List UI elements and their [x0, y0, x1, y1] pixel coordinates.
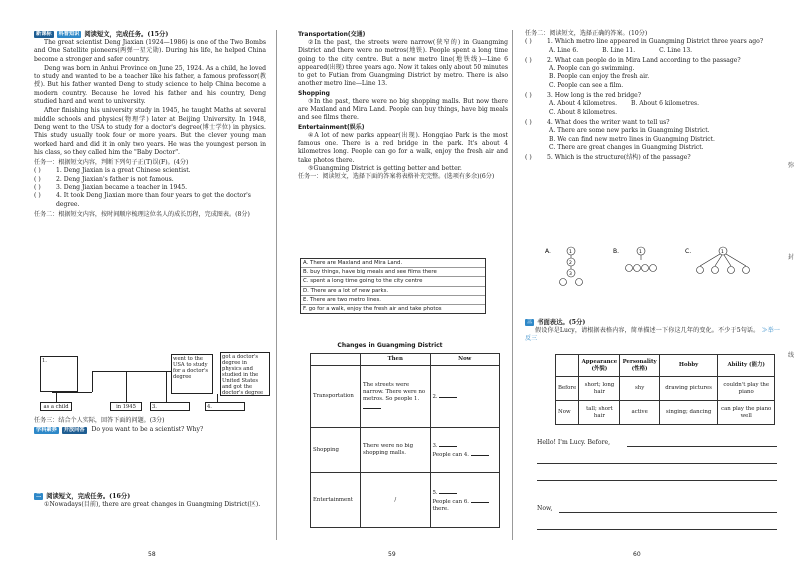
mc-option-2a[interactable]: A. People can go swimming.	[549, 65, 635, 73]
table-caption: Changes in Guangming District	[337, 342, 443, 349]
row-shopping: Shopping	[311, 428, 361, 473]
page-number: 60	[633, 551, 641, 558]
para-ending: ⑤Guangming District is getting better and better.	[308, 164, 462, 172]
task3-question: 学科素养 开放问答 Do you want to be a scientist? Why?	[36, 426, 204, 434]
para-transportation: ②In the past, the streets were narrow(狭窄的) in Guangming District and there were no metros(地铁). People spent a long time going to the city centre. But a new metro line(地铁线)—Line 6 appeared(出现) three years ago. Now it takes only about 50 minutes to get to Futian from Guangming District by metro. There is also another metro line—Line 13.	[298, 39, 508, 88]
structure-option-c[interactable]	[685, 247, 750, 274]
timeline-label-child: as a child	[40, 402, 72, 411]
svg-text:2: 2	[569, 261, 572, 266]
cell-shopping-then: There were no big shopping malls.	[360, 428, 430, 473]
timeline-box-2: went to the USA to study for a doctor's degree	[171, 354, 213, 394]
writing-line-4[interactable]	[559, 505, 777, 513]
task2-title: 任务二：根据短文内容，按时间顺序梳理这位名人的成长历程，完成图表。(8分)	[34, 210, 250, 218]
cell-transport-now: 2.	[430, 366, 500, 428]
page-59	[280, 0, 510, 566]
mc-option-3c[interactable]: C. About 8 kilometres.	[549, 108, 618, 116]
mc-question-5[interactable]: ( ) 5. Which is the structure(结构) of the passage?	[525, 154, 691, 162]
structure-label-b: B.	[613, 248, 620, 255]
section-three-badge: 三	[527, 319, 533, 325]
literacy-badge: 学科素养	[36, 427, 57, 434]
mc-option-2b[interactable]: B. People can enjoy the fresh air.	[549, 73, 650, 81]
row-transportation: Transportation	[311, 366, 361, 428]
row-now: Now	[556, 401, 579, 425]
seal-line-char-2: 封	[787, 254, 794, 261]
structure-option-b[interactable]	[613, 247, 657, 272]
heading-entertainment: Entertainment(娱乐)	[298, 123, 365, 131]
mc-option-4b[interactable]: B. We can find new metro lines in Guangming District.	[549, 135, 715, 143]
timeline-label-1945: in 1945	[110, 402, 142, 411]
blank-2[interactable]	[439, 392, 457, 398]
col-then: Then	[360, 354, 430, 366]
cell-transport-then: The streets were narrow. There were no metros. So people 1.	[360, 366, 430, 428]
writing-line-1[interactable]	[627, 439, 777, 447]
heading-shopping: Shopping	[298, 89, 330, 97]
writing-start-1: Hello! I'm Lucy. Before,	[537, 439, 611, 446]
col-appearance: Appearance (外貌)	[579, 355, 620, 377]
mc-option-4c[interactable]: C. There are great changes in Guangming District.	[549, 143, 704, 151]
new-curriculum-badge: 新课标	[36, 31, 52, 37]
open-question-badge: 开放问答	[63, 427, 85, 434]
lucy-change-table: Appearance (外貌) Personality (性格) Hobby Ability (能力) Before short; long hair shy drawing pictures couldn't play the piano Now tall; short hair active singing; dancing can play the piano well	[555, 354, 775, 425]
para-entertainment: ④A lot of new parks appear(出现). Hongqiao Park is the most famous one. There is a red bridge in the park. It's about 4 kilometres long. People can go for a walk, enjoy the fresh air and take photos there.	[298, 131, 508, 164]
tf-question-3[interactable]: ( ) 3. Deng Jiaxian became a teacher in 1945.	[34, 184, 188, 192]
timeline-label-4[interactable]: 4.	[205, 402, 245, 411]
section-header	[34, 30, 266, 39]
blank-3[interactable]	[439, 441, 457, 447]
mc-option-2c[interactable]: C. People can see a film.	[549, 81, 624, 89]
cell-ent-now: 5. People can 6. there.	[430, 473, 500, 528]
para-shopping: ③In the past, there were no big shopping malls. But now there are Maxland and Mira Land. People can buy things, have big meals and see films there.	[298, 97, 508, 122]
section-title: 阅读短文，完成任务。(15分)	[84, 31, 169, 38]
writing-prompt: 假设你是Lucy，请根据表格内容，简单描述一下你这几年的变化。不少于5句话。 ≫举一反三	[525, 327, 780, 343]
timeline-label-3[interactable]: 3.	[150, 402, 190, 411]
page-number: 59	[388, 551, 396, 558]
reading-section-two	[34, 492, 266, 509]
option-c: C. spent a long time going to the city centre	[301, 277, 485, 286]
section-two-header: 二 阅读短文，完成任务。(16分)	[36, 493, 131, 500]
passage-guangming	[298, 30, 508, 181]
blank-1[interactable]	[363, 403, 381, 409]
svg-text:1: 1	[639, 250, 642, 255]
svg-text:1: 1	[569, 250, 572, 255]
writing-section	[525, 318, 780, 344]
heading-transportation: Transportation(交通)	[298, 31, 366, 38]
section-two-para-1: ①Nowadays(目前), there are great changes in Guangming District(区).	[44, 501, 261, 508]
option-a: A. There are Maxland and Mira Land.	[301, 259, 485, 268]
reading-section-one	[34, 30, 266, 219]
changes-table	[310, 353, 500, 528]
blank-4[interactable]	[471, 450, 489, 456]
table-task-title: 任务一：阅读短文，选择下面的答案将表格补充完整。(选项有多余)(6分)	[298, 173, 495, 181]
science-tag-badge: 科普知识	[58, 31, 80, 37]
mc-question-2[interactable]: ( ) 2. What can people do in Mira Land according to the passage?	[525, 56, 741, 64]
structure-diagrams	[545, 244, 755, 286]
writing-line-2[interactable]	[537, 456, 777, 464]
mc-question-3[interactable]: ( ) 3. How long is the red bridge?	[525, 92, 641, 100]
task1-title: 任务一：根据短文内容，判断下列句子正(T)误(F)。(4分)	[34, 159, 189, 167]
tf-question-4[interactable]: ( ) 4. It took Deng Jiaxian more than four years to get the doctor's degree.	[34, 192, 251, 208]
timeline-box-1[interactable]: 1.	[40, 356, 78, 392]
blank-6[interactable]	[471, 497, 489, 503]
options-box	[300, 258, 486, 314]
mc-options-3a: A. About 4 kilometres. B. About 6 kilometres.	[549, 100, 700, 108]
col-now: Now	[430, 354, 500, 366]
structure-label-c: C.	[685, 248, 692, 255]
task3-title: 任务三：结合个人实际，回答下面的问题。(3分)	[34, 417, 165, 424]
page-58	[0, 0, 272, 566]
structure-option-a[interactable]	[545, 247, 583, 286]
structure-label-a: A.	[545, 248, 551, 255]
paragraph-3: After finishing his university study in 1945, he taught Maths at several middle schools and physics(物理学) later at Beijing University. In 1948, Deng went to the USA to study for a doctor's degree(博士学位) in physics. This study usually took four or more years. But the clever young man worked hard and did it in only two years. He was the youngest person in his class, so they called him the "Baby Doctor".	[34, 107, 266, 156]
tf-question-1[interactable]: ( ) 1. Deng Jiaxian is a great Chinese scientist.	[34, 167, 191, 175]
option-f: F. go for a walk, enjoy the fresh air and take photos	[303, 306, 442, 313]
mc-task-title: 任务二：阅读短文，选择正确的答案。(10分)	[525, 30, 648, 37]
extension-link[interactable]: ≫举一反三	[525, 327, 780, 343]
option-b: B. buy things, have big meals and see films there	[301, 268, 485, 277]
paragraph-2: Deng was born in Anhui Province on June 25, 1924. As a child, he loved to study and wanted to be a teacher like his father, a famous professor(教授). But his father wanted Deng to study science to help China become a modern country. Because he loved his father and his country, Deng studied hard and went to university.	[34, 64, 266, 106]
option-d: D. There are a lot of new parks.	[301, 287, 485, 296]
blank-5[interactable]	[439, 488, 457, 494]
row-before: Before	[556, 377, 579, 401]
mc-questions	[525, 30, 780, 162]
cell-ent-then: /	[360, 473, 430, 528]
page-number: 58	[148, 551, 156, 558]
page-60	[515, 0, 800, 566]
timeline-box-3: got a doctor's degree in physics and studied in the United States and got the doctor's degree	[220, 352, 270, 396]
col-ability: Ability (能力)	[718, 355, 775, 377]
tf-question-2[interactable]: ( ) 2. Deng Jiaxian's father is not famous.	[34, 175, 174, 183]
mc-question-1[interactable]: ( ) 1. Which metro line appeared in Guangming District three years ago?	[525, 38, 764, 46]
task3-block	[34, 417, 266, 435]
section-three-header: 三 书面表达。(5分)	[527, 319, 586, 326]
mc-options-1: A. Line 6. B. Line 11. C. Line 13.	[549, 46, 693, 54]
svg-text:1: 1	[721, 250, 724, 255]
writing-start-2: Now,	[537, 505, 553, 512]
section-two-badge: 二	[36, 493, 42, 499]
cell-shopping-now: 3. People can 4.	[430, 428, 500, 473]
svg-text:3: 3	[569, 272, 572, 277]
option-e: E. There are two metro lines.	[301, 296, 485, 305]
paragraph-1: The great scientist Deng Jiaxian (1924—1986) is one of the Two Bombs and One Satellite pioneers(两弹一星元勋). During his life, he helped China become a stronger and safer country.	[34, 39, 266, 63]
mc-option-4a[interactable]: A. There are some new parks in Guangming District.	[549, 127, 710, 135]
row-entertainment: Entertainment	[311, 473, 361, 528]
mc-question-4[interactable]: ( ) 4. What does the writer want to tell us?	[525, 118, 670, 126]
seal-line-char-1: 弥	[787, 162, 794, 169]
col-personality: Personality (性格)	[620, 355, 659, 377]
writing-line-3[interactable]	[537, 473, 777, 481]
col-hobby: Hobby	[659, 355, 718, 377]
seal-line-char-3: 线	[787, 352, 794, 359]
writing-line-5[interactable]	[537, 522, 777, 530]
